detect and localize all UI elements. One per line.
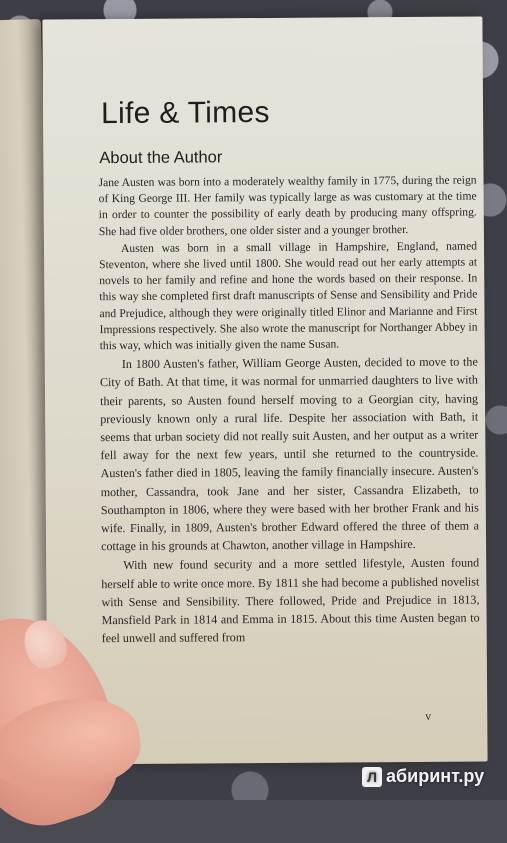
watermark [362,766,484,787]
book-page [42,16,487,764]
section-heading: About the Author [99,148,223,168]
labirint-logo-icon: Л [362,767,382,787]
paragraph: Jane Austen was born into a moderately wealthy family in 1775, during the reign of King George III. Her family was typically large as was customary at the time in order to counter the possibility of early death by producing many offspring. She had five older brothers, one older sister and a younger brother. [98,173,477,238]
paragraph: In 1800 Austen's father, William George Austen, decided to move to the City of Bath. At that time, it was normal for unmarried daughters to live with their parents, so Austen found herself moving to a Georgian city, having previously known only a rural life. Despite her association with Bath, it seems that urban society did not really suit Austen, and her output as a writer fell away for the next few years, until she returned to the countryside. Austen's father died in 1805, leaving the family financially insecure. Austen's mother, Cassandra, took Jane and her sister, Cassandra Elizabeth, to Southampton in 1806, where they were based with her brother Frank and his wife. Finally, in 1809, Austen's brother Edward offered the three of them a cottage in his grounds at Chawton, another village in Hampshire. [99,354,479,554]
body-text [98,173,479,648]
watermark-text: абиринт.ру [386,766,485,786]
page-number: v [425,708,432,723]
page-title: Life & Times [100,95,270,131]
paragraph: With new found security and a more settled lifestyle, Austen found herself able to write once more. By 1811 she had become a published novelist with Sense and Sensibility. There followed, Pride and Prejudice in 1813, Mansfield Park in 1814 and Emma in 1815. About this time Austen began to feel unwell and suffered from [101,555,480,646]
paragraph: Austen was born in a small village in Hampshire, England, named Steventon, where she lived until 1800. She would read out her early attempts at novels to her family and refine and hone the words based on their response. In this way she completed first draft manuscripts of Sense and Sensibility and Pride and Prejudice, although they were originally titled Elinor and Marianne and First Impressions respectively. She also wrote the manuscript for Northanger Abbey in this way, which was initially given the name Susan. [99,239,478,353]
